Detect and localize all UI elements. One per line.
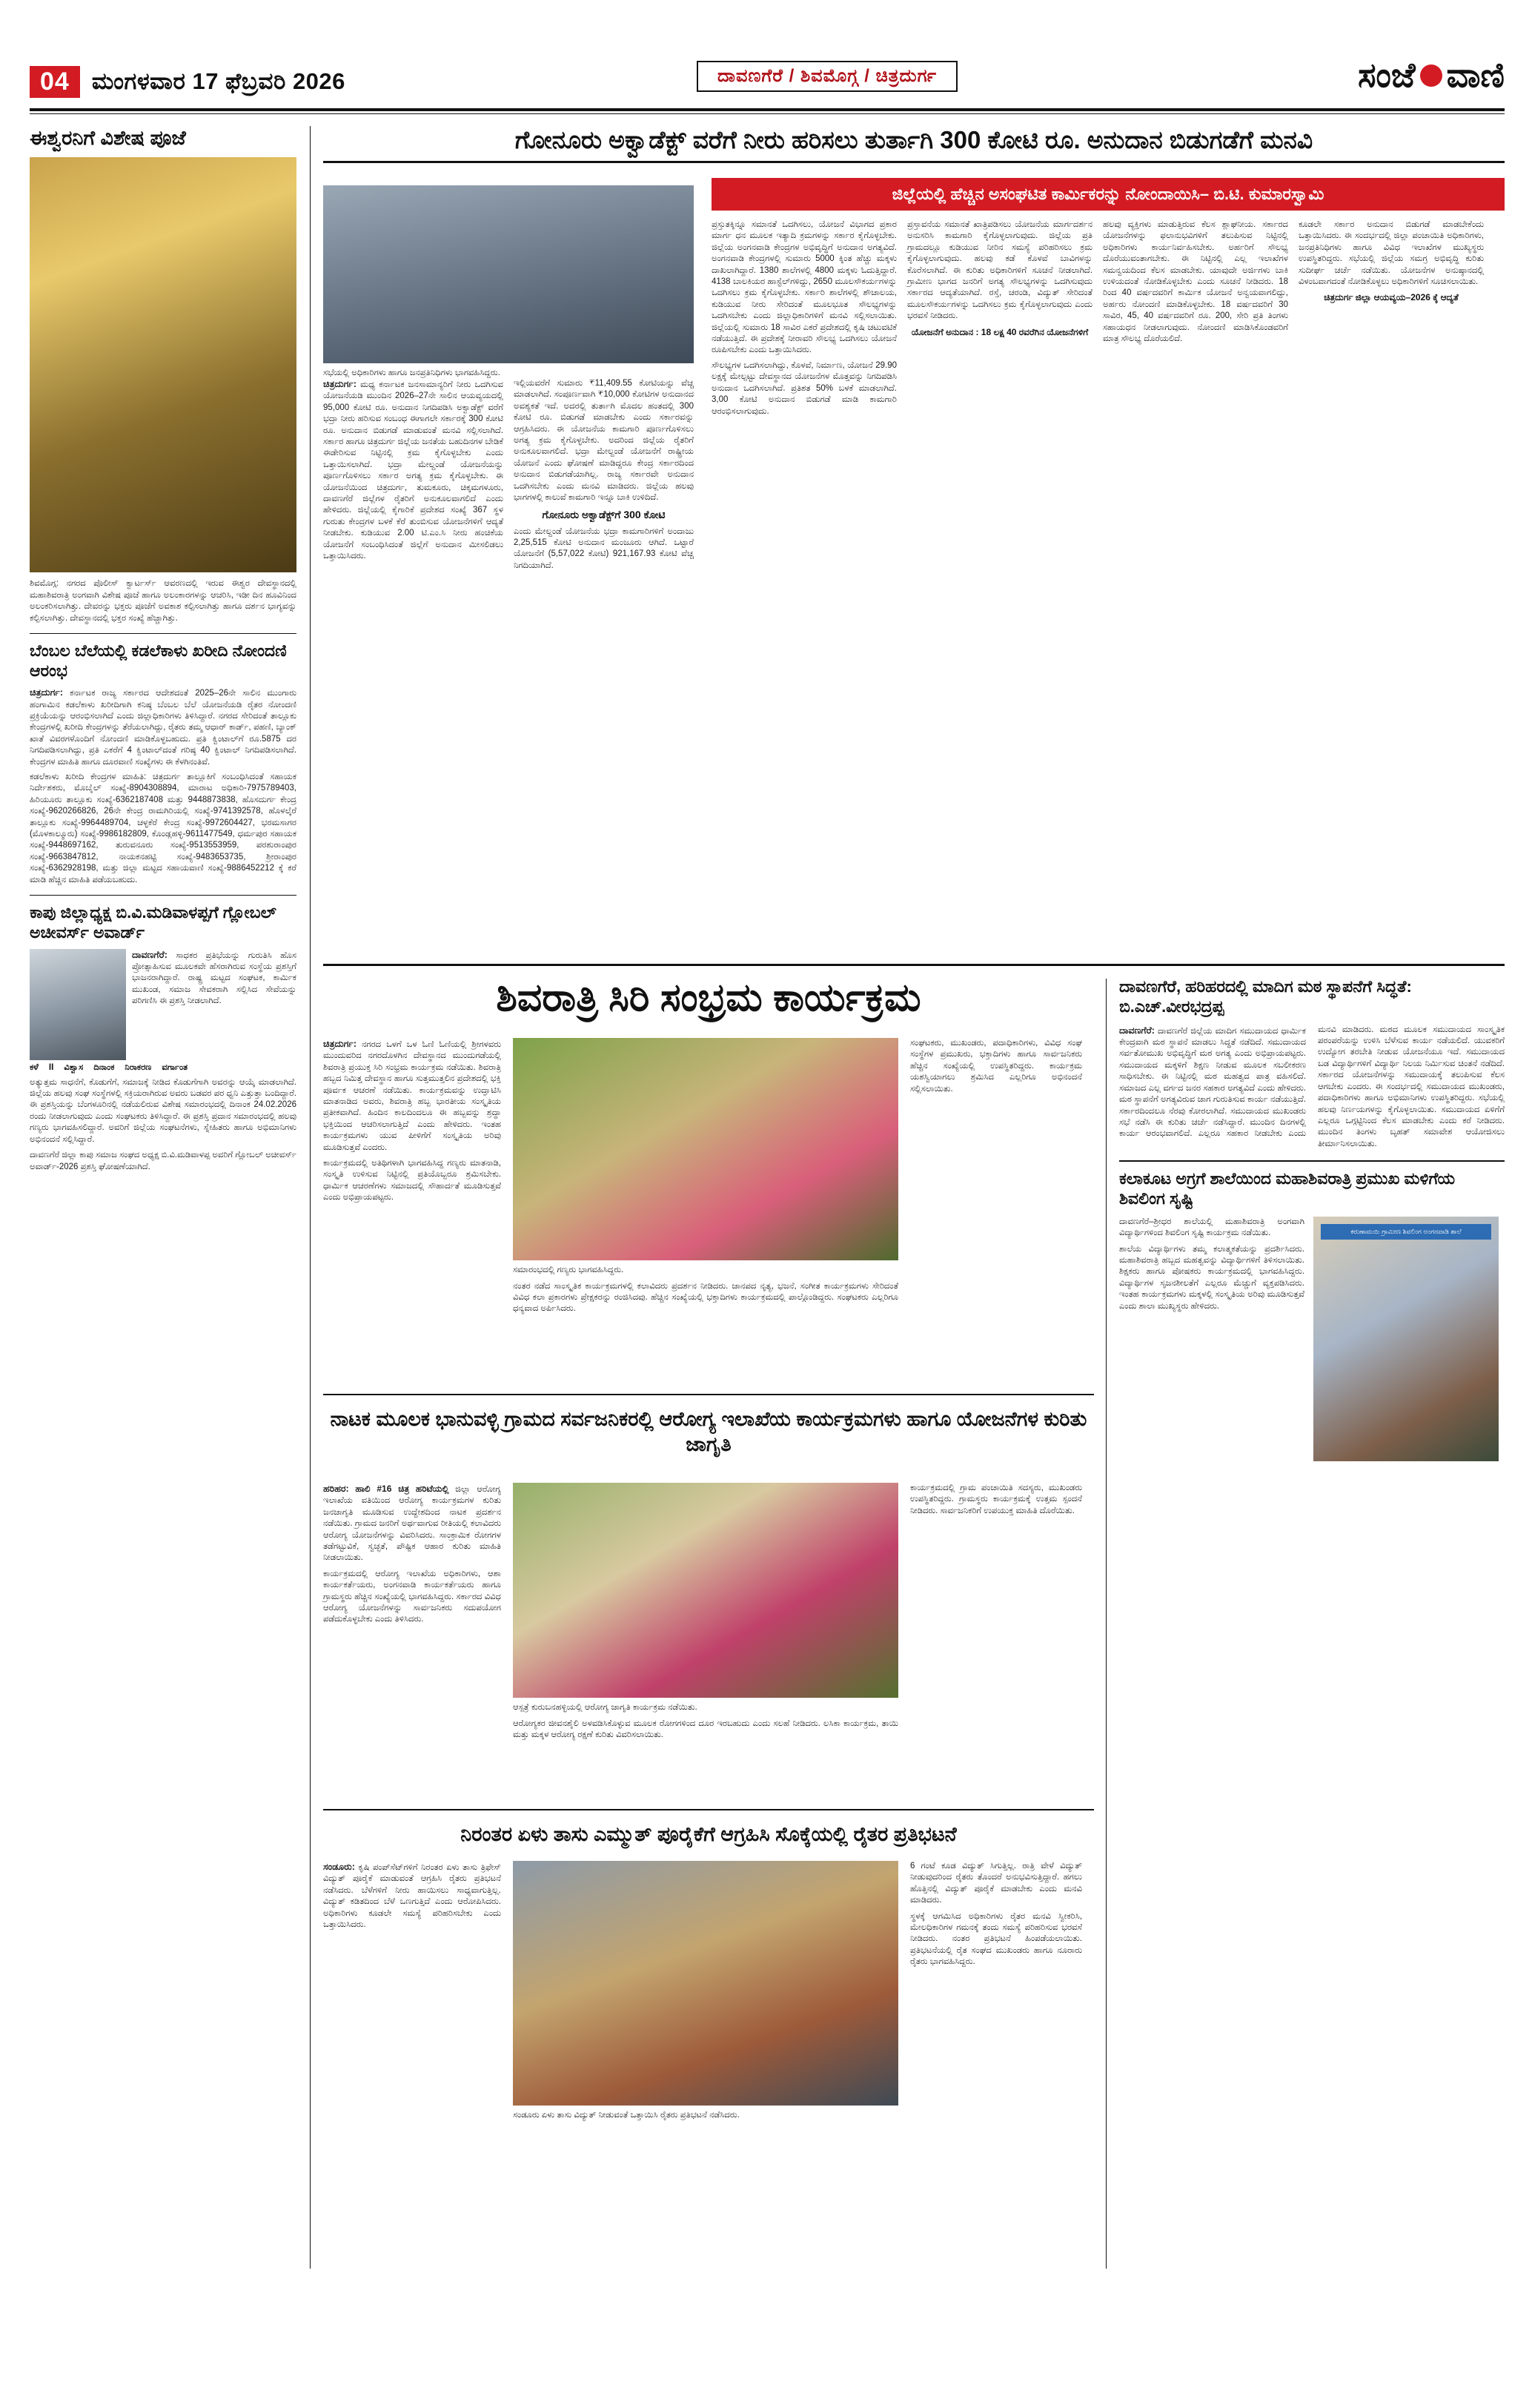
right-story2-body: ಶಾಲೆಯ ವಿದ್ಯಾರ್ಥಿಗಳು ತಮ್ಮ ಕಲಾತ್ಮಕತೆಯನ್ನು ಪ್ರದರ್ಶಿಸಿದರು. ಮಹಾಶಿವರಾತ್ರಿ ಹಬ್ಬದ ಮಹತ್ವವನ್ನು ವಿದ್ಯಾರ್ಥಿಗಳಿಗೆ ತಿಳಿಸಲಾಯಿತು. ಶಿಕ್ಷಕರು ಹಾಗೂ ಪೋಷಕರು ಕಾರ್ಯಕ್ರಮದಲ್ಲಿ ಭಾಗವಹಿಸಿದ್ದರು. ವಿದ್ಯಾರ್ಥಿಗಳ ಸೃಜನಶೀಲತೆಗೆ ಎಲ್ಲರೂ ಮೆಚ್ಚುಗೆ ವ್ಯಕ್ತಪಡಿಸಿದರು. ಇಂತಹ ಕಾರ್ಯಕ್ರಮಗಳು ಮಕ್ಕಳಲ್ಲಿ ಸಂಸ್ಕೃತಿಯ ಅರಿವು ಮೂಡಿಸುತ್ತವೆ ಎಂದು ಶಾಲಾ ಮುಖ್ಯಸ್ಥರು ಹೇಳಿದರು. [1119,1244,1304,1311]
drama-headline: ನಾಟಕ ಮೂಲಕ ಭಾನುವಳ್ಳಿ ಗ್ರಾಮದ ಸರ್ವಜನಿಕರಲ್ಲಿ ಆರೋಗ್ಯ ಇಲಾಖೆಯ ಕಾರ್ಯಕ್ರಮಗಳು ಹಾಗೂ ಯೋಜನೆಗಳ ಕುರಿತು ಜಾಗೃತಿ [330,1408,1087,1455]
drama-photo-caption: ಆಸ್ಪತ್ರೆ ಕುರುಬನಹಳ್ಳಿಯಲ್ಲಿ ಆರೋಗ್ಯ ಜಾಗೃತಿ ಕಾರ್ಯಕ್ರಮ ನಡೆಯಿತು. [513,1703,697,1712]
shiva-temple-photo [30,157,296,572]
event-banner: ಕರುಣಾಮಯಿ ಗ್ರಾಮೀಣ ಶಿವಲಿಂಗ ಅಂಗನವಾಡಿ ಶಾಲೆ [1321,1224,1491,1240]
protest-dateline: ಸಂಡೂರು: [323,1862,355,1872]
shivaratri-photo [513,1038,898,1260]
shivaratri-c1: ನಗರದ ಒಳಗೆ ಒಳ ಓಣಿ ಓಣಿಯಲ್ಲಿ ಶ್ರೀಗಳವರು ಮುಂದುವರಿದ ನಗರದೊಳಗಿನ ದೇವಸ್ಥಾನದ ಮುಂದುಗಡೆಯಲ್ಲಿ ಶಿವರಾತ್ರಿ ಪ್ರಯುಕ್ತ ಸಿರಿ ಸಂಭ್ರಮ ಕಾರ್ಯಕ್ರಮ ನಡೆಯಿತು. ಶಿವರಾತ್ರಿ ಹಬ್ಬದ ನಿಮಿತ್ತ ದೇವಸ್ಥಾನ ಹಾಗೂ ಸುತ್ತಮುತ್ತಲಿನ ಪ್ರದೇಶದಲ್ಲಿ ಭಕ್ತಿ ಪೂರ್ವಕ ಆಚರಣೆ ನಡೆಯಿತು. ಕಾರ್ಯಕ್ರಮವನ್ನು ಉದ್ಘಾಟಿಸಿ ಮಾತನಾಡಿದ ಅವರು, ಶಿವರಾತ್ರಿ ಹಬ್ಬ ಭಾರತೀಯ ಸಂಸ್ಕೃತಿಯ ಪ್ರತೀಕವಾಗಿದೆ. ಹಿಂದಿನ ಕಾಲದಿಂದಲೂ ಈ ಹಬ್ಬವನ್ನು ಶ್ರದ್ಧಾ ಭಕ್ತಿಯಿಂದ ಆಚರಿಸಲಾಗುತ್ತಿದೆ ಎಂದು ಹೇಳಿದರು. ಇಂತಹ ಕಾರ್ಯಕ್ರಮಗಳು ಯುವ ಪೀಳಿಗೆಗೆ ಸಂಸ್ಕೃತಿಯ ಅರಿವು ಮೂಡಿಸುತ್ತವೆ ಎಂದರು. [323,1040,501,1152]
protest-c3: 6 ಗಂಟೆ ಕೂಡ ವಿದ್ಯುತ್ ಸಿಗುತ್ತಿಲ್ಲ. ರಾತ್ರಿ ವೇಳೆ ವಿದ್ಯುತ್ ನೀಡುವುದರಿಂದ ರೈತರು ತೊಂದರೆ ಅನುಭವಿಸುತ್ತಿದ್ದಾರೆ. ಹಗಲು ಹೊತ್ತಿನಲ್ಲಿ ವಿದ್ಯುತ್ ಪೂರೈಕೆ ಮಾಡಬೇಕು ಎಂದು ಮನವಿ ಮಾಡಿದರು. [910,1862,1082,1905]
gonur-c4-pullout: ಯೋಜನೆಗೆ ಅನುದಾನ : 18 ಲಕ್ಷ 40 ರವರೆಗಿನ ಯೋಜನೆಗಳಿಗೆ [911,326,1089,337]
publication-logo [1358,55,1505,96]
left-story2-body: ಕರ್ನಾಟಕ ರಾಜ್ಯ ಸರ್ಕಾರದ ಆದೇಶದಂತೆ 2025–26ನೇ ಸಾಲಿನ ಮುಂಗಾರು ಹಂಗಾಮಿನ ಕಡಲೆಕಾಳು ಖರೀದಿಗಾಗಿ ಕನಿಷ್ಠ ಬೆಂಬಲ ಬೆಲೆ ಯೋಜನೆಯಡಿ ರೈತರ ನೋಂದಣಿ ಪ್ರಕ್ರಿಯೆಯನ್ನು ಆರಂಭಿಸಲಾಗಿದೆ ಎಂದು ಜಿಲ್ಲಾಧಿಕಾರಿಗಳು ತಿಳಿಸಿದ್ದಾರೆ. ನಗರದ ಸೇರಿದಂತೆ ತಾಲ್ಲೂಕು ಕೇಂದ್ರಗಳಲ್ಲಿ ಖರೀದಿ ಕೇಂದ್ರಗಳನ್ನು ತೆರೆಯಲಾಗಿದ್ದು, ರೈತರು ತಮ್ಮ ಆಧಾರ್ ಕಾರ್ಡ್, ಪಹಣಿ, ಬ್ಯಾಂಕ್ ಖಾತೆ ವಿವರಗಳೊಂದಿಗೆ ನೋಂದಣಿ ಮಾಡಿಕೊಳ್ಳಬಹುದು. ಪ್ರತಿ ಕ್ವಿಂಟಾಲ್‌ಗೆ ರೂ.5875 ದರ ನಿಗದಿಪಡಿಸಲಾಗಿದ್ದು, ಪ್ರತಿ ಎಕರೆಗೆ 4 ಕ್ವಿಂಟಾಲ್‌ದಂತೆ ಗರಿಷ್ಠ 40 ಕ್ವಿಂಟಾಲ್ ನಿಗದಿಪಡಿಸಲಾಗಿದೆ. ಕೇಂದ್ರಗಳ ಮಾಹಿತಿ ಹಾಗೂ ದೂರವಾಣಿ ಸಂಖ್ಯೆಗಳು ಈ ಕೆಳಗಿನಂತಿವೆ. [30,689,296,767]
gonur-c1: ಮಧ್ಯ ಕರ್ನಾಟಕ ಜನಸಾಮಾನ್ಯರಿಗೆ ನೀರು ಒದಗಿಸುವ ಯೋಜನೆಯಡಿ ಮುಂದಿನ 2026–27ನೇ ಸಾಲಿನ ಆಯವ್ಯಯದಲ್ಲಿ 95,000 ಕೋಟಿ ರೂ. ಅನುದಾನ ನಿಗದಿಪಡಿಸಿ ಅಕ್ವಾಡೆಕ್ಟ್ ವರೆಗೆ ಭದ್ರಾ ನೀರು ಹರಿಸುವ ಸಂಬಂಧ ಈಗಾಗಲೇ ಸರ್ಕಾರಕ್ಕೆ 300 ಕೋಟಿ ರೂ. ಅನುದಾನ ಬಿಡುಗಡೆ ಮಾಡುವಂತೆ ಮನವಿ ಸಲ್ಲಿಸಲಾಗಿದೆ. ಸರ್ಕಾರ ಹಾಗೂ ಚಿತ್ರದುರ್ಗ ಜಿಲ್ಲೆಯ ಜನತೆಯ ಬಹುದಿನಗಳ ಬೇಡಿಕೆ ಈಡೇರಿಸುವ ನಿಟ್ಟಿನಲ್ಲಿ ಕ್ರಮ ಕೈಗೊಳ್ಳಬೇಕು ಎಂದು ಒತ್ತಾಯಿಸಲಾಗಿದೆ. ಭದ್ರಾ ಮೇಲ್ದಂಡೆ ಯೋಜನೆಯನ್ನು ಪೂರ್ಣಗೊಳಿಸಲು ಸರ್ಕಾರ ಅಗತ್ಯ ಕ್ರಮ ಕೈಗೊಳ್ಳಬೇಕು. ಈ ಯೋಜನೆಯಿಂದ ಚಿತ್ರದುರ್ಗ, ತುಮಕೂರು, ಚಿಕ್ಕಮಗಳೂರು, ದಾವಣಗೆರೆ ಜಿಲ್ಲೆಗಳ ರೈತರಿಗೆ ಅನುಕೂಲವಾಗಲಿದೆ ಎಂದು ಹೇಳಿದರು. ಜಿಲ್ಲೆಯಲ್ಲಿ ಕೈಗಾರಿಕೆ ಪ್ರದೇಶದ ಸಂಖ್ಯೆ 367 ಸ್ಥಳ ಗುರುತು ಕೇಂದ್ರಗಳ ಬಳಕೆ ಕೆರೆ ತುಂಬಿಸುವ ಯೋಜನೆಗಳಿಗೆ ಆದ್ಯತೆ ನೀಡಬೇಕು. ಕುಡಿಯುವ 2.00 ಟಿ.ಎಂ.ಸಿ ನೀರು ಹಂಚಿಕೆಯ ಯೋಜನೆಗೆ ಸಂಬಂಧಿಸಿದಂತೆ ಜಿಲ್ಲೆಗೆ ಅನುದಾನ ಮೀಸಲಿಡಲು ಒತ್ತಾಯಿಸಿದರು. [323,380,503,561]
divider [30,895,296,896]
drama-c5: ಕಾರ್ಯಕ್ರಮದಲ್ಲಿ ಗ್ರಾಮ ಪಂಚಾಯಿತಿ ಸದಸ್ಯರು, ಮುಖಂಡರು ಉಪಸ್ಥಿತರಿದ್ದರು. ಗ್ರಾಮಸ್ಥರು ಕಾರ್ಯಕ್ರಮಕ್ಕೆ ಉತ್ತಮ ಸ್ಪಂದನೆ ನೀಡಿದರು. ಸಾರ್ವಜನಿಕರಿಗೆ ಉಪಯುಕ್ತ ಮಾಹಿತಿ ದೊರೆಯಿತು. [910,1484,1082,1515]
drama-body [323,1483,1094,1741]
gonur-c3: ಪ್ರಸ್ತುತಕ್ಕಿನ್ನೂ ಸಮಾನತೆ ಒದಗಿಸಲು, ಯೋಜನೆ ವಿಭಾಗದ ಪ್ರಕಾರ ಮಾರ್ಗ ಧನ ಮೂಲಕ ಇತ್ಯಾದಿ ಕ್ರಮಗಳನ್ನು ಸರ್ಕಾರ ಕೈಗೊಳ್ಳಬೇಕು. ಜಿಲ್ಲೆಯ ಅಂಗನವಾಡಿ ಕೇಂದ್ರಗಳ ಅಭಿವೃದ್ಧಿಗೆ ಅನುದಾನ ಅಗತ್ಯವಿದೆ. ಅಂಗನವಾಡಿ ಕೇಂದ್ರಗಳಲ್ಲಿ ಸುಮಾರು 5000 ಕ್ಕಿಂತ ಹೆಚ್ಚು ಮಕ್ಕಳು ದಾಖಲಾಗಿದ್ದಾರೆ. 1380 ಶಾಲೆಗಳಲ್ಲಿ 4800 ಮಕ್ಕಳು ಓದುತ್ತಿದ್ದಾರೆ. 4138 ಬಾಲಕಿಯರ ಹಾಸ್ಟೆಲ್‌ಗಳಿದ್ದು, 2650 ಮೂಲಸೌಕರ್ಯಗಳನ್ನು ಒದಗಿಸಲು ಕ್ರಮ ಕೈಗೊಳ್ಳಬೇಕು. ಸರ್ಕಾರಿ ಶಾಲೆಗಳಲ್ಲಿ ಶೌಚಾಲಯ, ಕುಡಿಯುವ ನೀರು ಸೇರಿದಂತೆ ಮೂಲಭೂತ ಸೌಲಭ್ಯಗಳನ್ನು ಒದಗಿಸಬೇಕು ಎಂದು ಜಿಲ್ಲಾಧಿಕಾರಿಗಳಿಗೆ ಮನವಿ ಸಲ್ಲಿಸಲಾಯಿತು. ಜಿಲ್ಲೆಯಲ್ಲಿ ಸುಮಾರು 18 ಸಾವಿರ ಎಕರೆ ಪ್ರದೇಶದಲ್ಲಿ ಕೃಷಿ ಚಟುವಟಿಕೆ ನಡೆಯುತ್ತಿದೆ. ಈ ಪ್ರದೇಶಕ್ಕೆ ನೀರಾವರಿ ಸೌಲಭ್ಯ ಒದಗಿಸಲು ಯೋಜನೆ ರೂಪಿಸಬೇಕು ಎಂದು ಒತ್ತಾಯಿಸಿದರು. [712,220,897,355]
left-story3-body: ಸಾಧಕರ ಪ್ರತಿಭೆಯನ್ನು ಗುರುತಿಸಿ ಹೊಸ ಪ್ರೋತ್ಸಾಹಿಸುವ ಮೂಲಕವೇ ಹೆಸರಾಗಿರುವ ಸಂಸ್ಥೆಯ ಪ್ರಶಸ್ತಿಗೆ ಭಾಜನರಾಗಿದ್ದಾರೆ. ರಾಷ್ಟ್ರ ಮಟ್ಟದ ಸಂಘಟಕ, ಕಾರ್ಮಿಕ ಮುಖಂಡ, ಸಮಾಜ ಸೇವಕರಾಗಿ ಸಲ್ಲಿಸಿದ ಸೇವೆಯನ್ನು ಪರಿಗಣಿಸಿ ಈ ಪ್ರಶಸ್ತಿ ನೀಡಲಾಗಿದೆ. [132,950,296,1006]
shivalinga-photo [1313,1217,1499,1461]
left-story2-contacts: ಕಡಲೆಕಾಳು ಖರೀದಿ ಕೇಂದ್ರಗಳ ಮಾಹಿತಿ: ಚಿತ್ರದುರ್ಗ ತಾಲ್ಲೂಕಿಗೆ ಸಂಬಂಧಿಸಿದಂತೆ ಸಹಾಯಕ ನಿರ್ದೇಶಕರು, ಮೊಬೈಲ್ ಸಂಖ್ಯೆ-8904308894, ಮಾರಾಟ ಅಧಿಕಾರಿ-7975789403, ಹಿರಿಯೂರು ತಾಲ್ಲೂಕು ಸಂಖ್ಯೆ-6362187408 ಮತ್ತು 9448873838, ಹೊಸದುರ್ಗ ಕೇಂದ್ರ ಸಂಖ್ಯೆ-9620266826, 26ನೇ ಕೇಂದ್ರ ರಾಮಗಿರಿಯಲ್ಲಿ ಸಂಖ್ಯೆ-9741392578, ಹೊಳಲ್ಕೆರೆ ತಾಲ್ಲೂಕು ಸಂಖ್ಯೆ-9964489704, ಚಳ್ಳಕೆರೆ ಕೇಂದ್ರ ಸಂಖ್ಯೆ-9972604427, ಭರಮಸಾಗರ (ಮೊಳಕಾಲ್ಮೂರು) ಸಂಖ್ಯೆ-9986182809, ಕೊಂಡ್ಲಹಳ್ಳಿ-9611477549, ಧರ್ಮಪುರ ಸಹಾಯಕ ಸಂಖ್ಯೆ-9448697162, ತುರುವನೂರು ಸಂಖ್ಯೆ-9513553959, ಪರಶುರಾಂಪುರ ಸಂಖ್ಯೆ-9663847812, ನಾಯಕನಹಟ್ಟಿ ಸಂಖ್ಯೆ-9483653735, ಶ್ರೀರಾಂಪುರ ಸಂಖ್ಯೆ-6362928198, ಮತ್ತು ಜಿಲ್ಲಾ ಮಟ್ಟದ ಸಹಾಯವಾಣಿ ಸಂಖ್ಯೆ-9886452212 ಕ್ಕೆ ಕರೆ ಮಾಡಿ ಹೆಚ್ಚಿನ ಮಾಹಿತಿ ಪಡೆಯಬಹುದು. [30,772,296,884]
left-column [30,126,296,1173]
shivaratri-c4: ಸಂಘಟಕರು, ಮುಖಂಡರು, ಪದಾಧಿಕಾರಿಗಳು, ವಿವಿಧ ಸಂಘ ಸಂಸ್ಥೆಗಳ ಪ್ರಮುಖರು, ಭಕ್ತಾದಿಗಳು ಹಾಗೂ ಸಾರ್ವಜನಿಕರು ಹೆಚ್ಚಿನ ಸಂಖ್ಯೆಯಲ್ಲಿ ಉಪಸ್ಥಿತರಿದ್ದರು. ಕಾರ್ಯಕ್ರಮ ಯಶಸ್ವಿಯಾಗಲು ಶ್ರಮಿಸಿದ ಎಲ್ಲರಿಗೂ ಅಭಿನಂದನೆ ಸಲ್ಲಿಸಲಾಯಿತು. [910,1039,1082,1094]
left-story1-caption: ಶಿವಮೊಗ್ಗ: ನಗರದ ಪೊಲೀಸ್ ಕ್ವಾರ್ಟರ್ಸ್ ಆವರಣದಲ್ಲಿ ಇರುವ ಈಶ್ವರ ದೇವಸ್ಥಾನದಲ್ಲಿ ಮಹಾಶಿವರಾತ್ರಿ ಅಂಗವಾಗಿ ವಿಶೇಷ ಪೂಜೆ ಹಾಗೂ ಅಲಂಕಾರಗಳನ್ನು ಆಚರಿಸಿ, ಇಡೀ ದಿನ ಹೂವಿನಿಂದ ಅಲಂಕರಿಸಲಾಗಿತ್ತು. ದೇವರನ್ನು ಭಕ್ತರು ಪೂಜೆಗೆ ಅವಕಾಶ ಕಲ್ಪಿಸಲಾಗಿತ್ತು ಹಾಗೂ ದರ್ಶನ ಭಾಗ್ಯವನ್ನು ಕಲ್ಪಿಸಲಾಗಿತ್ತು. ದೇವಸ್ಥಾನದಲ್ಲಿ ಭಕ್ತರ ಸಂಖ್ಯೆ ಹೆಚ್ಚಾಗಿತ್ತು. [30,579,296,623]
logo-text-left: ಸಂಜೆ [1358,56,1416,94]
gonur-c2-pullout: ಗೋನೂರು ಅಕ್ವಾಡೆಕ್ಟ್‌ಗೆ 300 ಕೋಟಿ [542,509,666,521]
logo-text-right: ವಾಣಿ [1446,56,1505,94]
award-line-1: ಕಳೆ [30,1062,39,1072]
meeting-photo-caption: ಸಭೆಯಲ್ಲಿ ಅಧಿಕಾರಿಗಳು ಹಾಗೂ ಜನಪ್ರತಿನಿಧಿಗಳು ಭಾಗವಹಿಸಿದ್ದರು. [323,368,500,377]
red-banner: ಜಿಲ್ಲೆಯಲ್ಲಿ ಹೆಚ್ಚಿನ ಅಸಂಘಟಿತ ಕಾರ್ಮಿಕರನ್ನು ನೋಂದಾಯಿಸಿ– ಬಿ.ಟಿ. ಕುಮಾರಸ್ವಾಮಿ [712,178,1505,211]
gonur-text-cols-right [712,219,1505,417]
shivaratri-c3: ನಂತರ ನಡೆದ ಸಾಂಸ್ಕೃತಿಕ ಕಾರ್ಯಕ್ರಮಗಳಲ್ಲಿ ಕಲಾವಿದರು ಪ್ರದರ್ಶನ ನೀಡಿದರು. ಜಾನಪದ ನೃತ್ಯ, ಭಜನೆ, ಸಂಗೀತ ಕಾರ್ಯಕ್ರಮಗಳು ಸೇರಿದಂತೆ ವಿವಿಧ ಕಲಾ ಪ್ರಕಾರಗಳು ಪ್ರೇಕ್ಷಕರನ್ನು ರಂಜಿಸಿದವು. ಹೆಚ್ಚಿನ ಸಂಖ್ಯೆಯಲ್ಲಿ ಭಕ್ತಾದಿಗಳು ಕಾರ್ಯಕ್ರಮದಲ್ಲಿ ಪಾಲ್ಗೊಂಡಿದ್ದರು. ಸಂಘಟಕರು ಎಲ್ಲರಿಗೂ ಧನ್ಯವಾದ ಅರ್ಪಿಸಿದರು. [513,1281,898,1314]
section-rule [323,964,1505,966]
section-rule-2 [323,1394,1094,1395]
logo-dot-icon [1420,64,1442,87]
column-rule-right [1106,979,1107,2269]
gonur-c2-end: ಎಂದು ಮೇಲ್ದಂಡೆ ಯೋಜನೆಯ ಭದ್ರಾ ಕಾಮಗಾರಿಗಳಿಗೆ ಅಂದಾಜು 2,25,515 ಕೋಟಿ ಅನುದಾನ ಮಂಜೂರು ಆಗಿದೆ. ಒಟ್ಟಾರೆ ಯೋಜನೆಗೆ (5,57,022 ಕೋಟಿ) 921,167.93 ಕೋಟಿ ವೆಚ್ಚ ನಿಗದಿಯಾಗಿದೆ. [514,526,694,570]
gonur-text-cols-left [323,378,694,572]
gonur-c4: ಪ್ರಸ್ತಾವನೆಯ ಸಮಾನತೆ ಖಾತ್ರಿಪಡಿಸಲು ಯೋಜನೆಯ ಮಾರ್ಗದರ್ಶನ ಅನುಸರಿಸಿ ಕಾಮಗಾರಿ ಕೈಗೊಳ್ಳಲಾಗುವುದು. ಜಿಲ್ಲೆಯ ಪ್ರತಿ ಗ್ರಾಮದಲ್ಲೂ ಕುಡಿಯುವ ನೀರಿನ ಸಮಸ್ಯೆ ಪರಿಹರಿಸಲು ಕ್ರಮ ಕೈಗೊಳ್ಳಲಾಗುವುದು. ಹಲವು ಕಡೆ ಕೊಳವೆ ಬಾವಿಗಳನ್ನು ಕೊರೆಸಲಾಗಿದೆ. ಈ ಕುರಿತು ಅಧಿಕಾರಿಗಳಿಗೆ ಸೂಚನೆ ನೀಡಲಾಗಿದೆ. ಗ್ರಾಮೀಣ ಭಾಗದ ಜನರಿಗೆ ಅಗತ್ಯ ಸೌಲಭ್ಯಗಳನ್ನು ಒದಗಿಸುವುದು ಸರ್ಕಾರದ ಆದ್ಯತೆಯಾಗಿದೆ. ರಸ್ತೆ, ಚರಂಡಿ, ವಿದ್ಯುತ್ ಸೇರಿದಂತೆ ಮೂಲಸೌಕರ್ಯಗಳನ್ನು ಒದಗಿಸಲು ಕ್ರಮ ಕೈಗೊಳ್ಳಲಾಗುವುದು ಎಂದು ಭರವಸೆ ನೀಡಿದರು. [907,220,1092,321]
award-line-4: ದಿನಾಂಕ [93,1062,115,1072]
left-story3-headline: ಕಾಪು ಜಿಲ್ಲಾಧ್ಯಕ್ಷ ಬಿ.ವಿ.ಮಡಿವಾಳಪ್ಪಗೆ ಗ್ಲೋಬಲ್ ಅಚೀವರ್ಸ್ ಅವಾರ್ಡ್ [30,903,276,942]
protest-photo-caption: ಸಂಡೂರು ಏಳು ತಾಸು ವಿದ್ಯುತ್ ನೀಡುವಂತೆ ಒತ್ತಾಯಿಸಿ ರೈತರು ಪ್ರತಿಭಟನೆ ನಡೆಸಿದರು. [513,2111,740,2120]
award-line-6: ವರ್ಗಾಂತ [162,1062,188,1072]
global-award-caption: ದಾವಣಗೆರೆ ಜಿಲ್ಲಾ ಕಾಪು ಸಮಾಜ ಸಂಘದ ಅಧ್ಯಕ್ಷ ಬಿ.ವಿ.ಮಡಿವಾಳಪ್ಪ ಅವರಿಗೆ ಗ್ಲೋಬಲ್ ಅಚೀವರ್ಸ್ ಅವಾರ್ಡ್-2026 ಪ್ರಶಸ್ತಿ ಘೋಷಣೆಯಾಗಿದೆ. [30,1151,296,1171]
shivaratri-c1-dateline: ಚಿತ್ರದುರ್ಗ: [323,1039,357,1049]
meeting-photo-block [323,185,694,380]
drama-c1: ಜಿಲ್ಲಾ ಆರೋಗ್ಯ ಇಲಾಖೆಯ ವತಿಯಿಂದ ಆರೋಗ್ಯ ಕಾರ್ಯಕ್ರಮಗಳ ಕುರಿತು ಜನಜಾಗೃತಿ ಮೂಡಿಸುವ ಉದ್ದೇಶದಿಂದ ನಾಟಕ ಪ್ರದರ್ಶನ ನಡೆಯಿತು. ಗ್ರಾಮದ ಜನರಿಗೆ ಅರ್ಥವಾಗುವ ರೀತಿಯಲ್ಲಿ ಕಲಾವಿದರು ಆರೋಗ್ಯ ಯೋಜನೆಗಳನ್ನು ವಿವರಿಸಿದರು. ಸಾಂಕ್ರಾಮಿಕ ರೋಗಗಳ ತಡೆಗಟ್ಟುವಿಕೆ, ಸ್ವಚ್ಛತೆ, ಪೌಷ್ಟಿಕ ಆಹಾರ ಕುರಿತು ಮಾಹಿತಿ ನೀಡಲಾಯಿತು. [323,1485,502,1563]
shivaratri-section [323,977,1094,1019]
gonur-headline: ಗೋನೂರು ಅಕ್ವಾಡೆಕ್ಟ್ ವರೆಗೆ ನೀರು ಹರಿಸಲು ತುರ್ತಾಗಿ 300 ಕೋಟಿ ರೂ. ಅನುದಾನ ಬಿಡುಗಡೆಗೆ ಮನವಿ [323,126,1505,163]
right-story1-dateline: ದಾವಣಗೆರೆ: [1119,1025,1155,1036]
award-line-2: II [48,1062,54,1072]
protest-c4: ಸ್ಥಳಕ್ಕೆ ಆಗಮಿಸಿದ ಅಧಿಕಾರಿಗಳು ರೈತರ ಮನವಿ ಸ್ವೀಕರಿಸಿ, ಮೇಲಧಿಕಾರಿಗಳ ಗಮನಕ್ಕೆ ತಂದು ಸಮಸ್ಯೆ ಪರಿಹರಿಸುವ ಭರವಸೆ ನೀಡಿದರು. ನಂತರ ಪ್ರತಿಭಟನೆ ಹಿಂಪಡೆಯಲಾಯಿತು. ಪ್ರತಿಭಟನೆಯಲ್ಲಿ ರೈತ ಸಂಘದ ಮುಖಂಡರು ಹಾಗೂ ನೂರಾರು ರೈತರು ಭಾಗವಹಿಸಿದ್ದರು. [910,1911,1082,1967]
protest-section [323,1822,1094,1846]
drama-c1-pre: ಹಾಲಿ #16 ಚಿತ್ರ ಹರಿಟೆಯಲ್ಲಿ [355,1484,449,1494]
shivaratri-headline: ಶಿವರಾತ್ರಿ ಸಿರಿ ಸಂಭ್ರಮ ಕಾರ್ಯಕ್ರಮ [496,976,921,1019]
protest-photo [513,1861,898,2106]
gonur-c1-dateline: ಚಿತ್ರದುರ್ಗ: [323,379,357,389]
protest-body [323,1861,1094,2122]
right-divider [1119,1160,1505,1162]
masthead-date: ಮಂಗಳವಾರ 17 ಫೆಬ್ರವರಿ 2026 [91,67,345,94]
right-story1-body: ದಾವಣಗೆರೆ ಜಿಲ್ಲೆಯ ಮಾದಿಗ ಸಮುದಾಯದ ಧಾರ್ಮಿಕ ಕೇಂದ್ರವಾಗಿ ಮಠ ಸ್ಥಾಪನೆ ಮಾಡಲು ಸಿದ್ಧತೆ ನಡೆದಿದೆ. ಸಮುದಾಯದ ಸರ್ವತೋಮುಖ ಅಭಿವೃದ್ಧಿಗೆ ಮಠ ಅಗತ್ಯ ಎಂದು ಅಭಿಪ್ರಾಯಪಟ್ಟರು. ಸಮುದಾಯದ ಮಕ್ಕಳಿಗೆ ಶಿಕ್ಷಣ ನೀಡುವ ಮೂಲಕ ಸಬಲೀಕರಣ ಸಾಧಿಸಬೇಕು. ಈ ನಿಟ್ಟಿನಲ್ಲಿ ಮಠ ಮಹತ್ವದ ಪಾತ್ರ ವಹಿಸಲಿದೆ. ಸಮಾಜದ ಎಲ್ಲ ವರ್ಗದ ಜನರ ಸಹಕಾರ ಅಗತ್ಯವಿದೆ ಎಂದು ಹೇಳಿದರು. ಮಠ ಸ್ಥಾಪನೆಗೆ ಅಗತ್ಯವಿರುವ ಜಾಗ ಗುರುತಿಸುವ ಕಾರ್ಯ ನಡೆಯುತ್ತಿದೆ. ಸರ್ಕಾರದಿಂದಲೂ ನೆರವು ಕೋರಲಾಗಿದೆ. ಸಮುದಾಯದ ಮುಖಂಡರು ಸಭೆ ನಡೆಸಿ ಈ ಕುರಿತು ಚರ್ಚೆ ನಡೆಸಿದ್ದಾರೆ. ಮುಂದಿನ ದಿನಗಳಲ್ಲಿ ಕಾರ್ಯ ಆರಂಭವಾಗಲಿದೆ. ಎಲ್ಲರೂ ಸಹಕಾರ ನೀಡಬೇಕು ಎಂದು ಮನವಿ ಮಾಡಿದರು. ಮಠದ ಮೂಲಕ ಸಮುದಾಯದ ಸಾಂಸ್ಕೃತಿಕ ಪರಂಪರೆಯನ್ನು ಉಳಿಸಿ ಬೆಳೆಸುವ ಕಾರ್ಯ ನಡೆಯಲಿದೆ. ಯುವಕರಿಗೆ ಉದ್ಯೋಗ ತರಬೇತಿ ನೀಡುವ ಯೋಜನೆಯೂ ಇದೆ. ಸಮುದಾಯದ ಬಡ ವಿದ್ಯಾರ್ಥಿಗಳಿಗೆ ವಿದ್ಯಾರ್ಥಿ ನಿಲಯ ನಿರ್ಮಿಸುವ ಚಿಂತನೆ ನಡೆದಿದೆ. ಸರ್ಕಾರದ ಯೋಜನೆಗಳನ್ನು ಸಮುದಾಯಕ್ಕೆ ತಲುಪಿಸುವ ಕೆಲಸ ಆಗಬೇಕು ಎಂದರು. ಈ ಸಂದರ್ಭದಲ್ಲಿ ಸಮುದಾಯದ ಮುಖಂಡರು, ಪದಾಧಿಕಾರಿಗಳು ಹಾಗೂ ಅಭಿಮಾನಿಗಳು ಉಪಸ್ಥಿತರಿದ್ದರು. ಸಭೆಯಲ್ಲಿ ಹಲವು ನಿರ್ಣಯಗಳನ್ನು ಕೈಗೊಳ್ಳಲಾಯಿತು. ಸಮುದಾಯದ ಏಳಿಗೆಗೆ ಎಲ್ಲರೂ ಒಗ್ಗಟ್ಟಿನಿಂದ ಕೆಲಸ ಮಾಡಬೇಕು ಎಂದು ಕರೆ ನೀಡಿದರು. ಮುಂದಿನ ತಿಂಗಳು ಬೃಹತ್ ಸಮಾವೇಶ ಆಯೋಜಿಸಲು ತೀರ್ಮಾನಿಸಲಾಯಿತು. [1119,1025,1505,1148]
masthead-rule-thin [30,113,1505,114]
protest-c1: ಕೃಷಿ ಪಂಪ್‌ಸೆಟ್‌ಗಳಿಗೆ ನಿರಂತರ ಏಳು ತಾಸು ತ್ರಿಫೇಸ್ ವಿದ್ಯುತ್ ಪೂರೈಕೆ ಮಾಡುವಂತೆ ಆಗ್ರಹಿಸಿ ರೈತರು ಪ್ರತಿಭಟನೆ ನಡೆಸಿದರು. ಬೆಳೆಗಳಿಗೆ ನೀರು ಹಾಯಿಸಲು ಸಾಧ್ಯವಾಗುತ್ತಿಲ್ಲ. ವಿದ್ಯುತ್ ಕಡಿತದಿಂದ ಬೆಳೆ ಒಣಗುತ್ತಿದೆ ಎಂದು ಆರೋಪಿಸಿದರು. ಅಧಿಕಾರಿಗಳು ಕೂಡಲೇ ಸಮಸ್ಯೆ ಪರಿಹರಿಸಬೇಕು ಎಂದು ಒತ್ತಾಯಿಸಿದರು. [323,1863,501,1930]
left-story2-headline: ಬೆಂಬಲ ಬೆಲೆಯಲ್ಲಿ ಕಡಲೆಕಾಳು ಖರೀದಿ ನೋಂದಣಿ ಆರಂಭ [30,641,287,681]
left-story3-body2: ಅತ್ಯುತ್ತಮ ಸಾಧನೆಗೆ, ಕೊಡುಗೆಗೆ, ಸಮಾಜಕ್ಕೆ ನೀಡಿದ ಕೊಡುಗೆಗಾಗಿ ಅವರನ್ನು ಆಯ್ಕೆ ಮಾಡಲಾಗಿದೆ. ಜಿಲ್ಲೆಯ ಹಲವು ಸಂಘ ಸಂಸ್ಥೆಗಳಲ್ಲಿ ಸಕ್ರಿಯರಾಗಿರುವ ಅವರು ಬಡವರ ಪರ ಧ್ವನಿ ಎತ್ತುತ್ತಾ ಬಂದಿದ್ದಾರೆ. ಈ ಪ್ರಶಸ್ತಿಯನ್ನು ಬೆಂಗಳೂರಿನಲ್ಲಿ ನಡೆಯಲಿರುವ ವಿಶೇಷ ಸಮಾರಂಭದಲ್ಲಿ ದಿನಾಂಕ 24.02.2026 ರಂದು ನೀಡಲಾಗುವುದು ಎಂದು ಸಂಘಟಕರು ತಿಳಿಸಿದ್ದಾರೆ. ಈ ಪ್ರಶಸ್ತಿ ಪ್ರದಾನ ಸಮಾರಂಭದಲ್ಲಿ ಹಲವು ಗಣ್ಯರು ಭಾಗವಹಿಸಲಿದ್ದಾರೆ. ಅವರಿಗೆ ಜಿಲ್ಲೆಯ ಸಂಘಟನೆಗಳು, ಸ್ನೇಹಿತರು ಹಾಗೂ ಅಭಿಮಾನಿಗಳು ಅಭಿನಂದನೆ ಸಲ್ಲಿಸಿದ್ದಾರೆ. [30,1077,296,1144]
masthead [30,58,1505,105]
gonur-c6-pullout: ಚಿತ್ರದುರ್ಗ ಜಿಲ್ಲಾ ಆಯವ್ಯಯ–2026 ಕ್ಕೆ ಆದ್ಯತೆ [1324,292,1459,303]
shivaratri-photo-caption: ಸಮಾರಂಭದಲ್ಲಿ ಗಣ್ಯರು ಭಾಗವಹಿಸಿದ್ದರು. [513,1266,624,1274]
award-line-3: ವಿಶ್ವಾಸ [64,1062,84,1072]
gonur-c2: ಇಲ್ಲಿಯವರೆಗೆ ಸುಮಾರು ₹11,409.55 ಕೋಟಿಯನ್ನು ವೆಚ್ಚ ಮಾಡಲಾಗಿದೆ. ಸಂಪೂರ್ಣವಾಗಿ ₹10,000 ಕೋಟಿಗಳ ಅನುದಾನದ ಅವಶ್ಯಕತೆ ಇದೆ. ಅದರಲ್ಲಿ ತುರ್ತಾಗಿ ಮೊದಲ ಹಂತದಲ್ಲಿ 300 ಕೋಟಿ ರೂ. ಬಿಡುಗಡೆ ಮಾಡಬೇಕು ಎಂದು ಸರ್ಕಾರವನ್ನು ಆಗ್ರಹಿಸಿದರು. ಈ ಯೋಜನೆಯ ಕಾಮಗಾರಿ ಪೂರ್ಣಗೊಳಿಸಲು ಅಗತ್ಯ ಕ್ರಮ ಕೈಗೊಳ್ಳಬೇಕು. ಅದರಿಂದ ಜಿಲ್ಲೆಯ ರೈತರಿಗೆ ಅನುಕೂಲವಾಗಲಿದೆ. ಭದ್ರಾ ಮೇಲ್ದಂಡೆ ಯೋಜನೆಗೆ ರಾಷ್ಟ್ರೀಯ ಯೋಜನೆ ಎಂದು ಘೋಷಣೆ ಮಾಡಿದ್ದರೂ ಕೇಂದ್ರ ಸರ್ಕಾರದಿಂದ ಅನುದಾನ ಬಿಡುಗಡೆಯಾಗಿಲ್ಲ. ರಾಜ್ಯ ಸರ್ಕಾರವೇ ಅನುದಾನ ಒದಗಿಸಬೇಕು ಎಂದು ಮನವಿ ಮಾಡಿದರು. ಜಿಲ್ಲೆಯ ಹಲವು ಭಾಗಗಳಲ್ಲಿ ಕಾಲುವೆ ಕಾಮಗಾರಿ ಇನ್ನೂ ಬಾಕಿ ಉಳಿದಿದೆ. [514,379,694,503]
meeting-photo [323,185,694,363]
gonur-c3-foot: ಸೌಲಭ್ಯಗಳ ಒದಗಿಸಲಾಗಿದ್ದು, ಕೊಳವೆ, ನಿರ್ಮಾಣ, ಯೋಜನೆ 29.90 ಲಕ್ಷಕ್ಕೆ ಮೇಲ್ಪಟ್ಟು ದೇವಸ್ಥಾನದ ಯೋಜನೆಗಳ ಮೊತ್ತವನ್ನು ನಿಗದಿಪಡಿಸಿ ಅನುದಾನ ಒದಗಿಸಲಾಗಿದೆ. ಪ್ರತಿಶತ 50% ಬಳಕೆ ಮಾಡಲಾಗಿದೆ. 3,00 ಕೋಟಿ ಅನುದಾನ ಬಿಡುಗಡೆ ಮಾಡಿ ಕಾಮಗಾರಿ ಆರಂಭಿಸಲಾಗುವುದು. [712,360,897,416]
section-rule-3 [323,1809,1094,1810]
masthead-editions: ದಾವಣಗೆರೆ / ಶಿವಮೊಗ್ಗ / ಚಿತ್ರದುರ್ಗ [697,61,958,92]
drama-c1-dateline: ಹರಿಹರ: [323,1484,349,1494]
shivaratri-c2: ಕಾರ್ಯಕ್ರಮದಲ್ಲಿ ಅತಿಥಿಗಳಾಗಿ ಭಾಗವಹಿಸಿದ್ದ ಗಣ್ಯರು ಮಾತನಾಡಿ, ಸಂಸ್ಕೃತಿ ಉಳಿಸುವ ನಿಟ್ಟಿನಲ್ಲಿ ಪ್ರತಿಯೊಬ್ಬರೂ ಶ್ರಮಿಸಬೇಕು. ಧಾರ್ಮಿಕ ಆಚರಣೆಗಳು ಸಮಾಜದಲ್ಲಿ ಸೌಹಾರ್ದತೆ ಮೂಡಿಸುತ್ತವೆ ಎಂದು ಅಭಿಪ್ರಾಯಪಟ್ಟರು. [323,1159,501,1203]
gonur-c6: ಕೂಡಲೇ ಸರ್ಕಾರ ಅನುದಾನ ಬಿಡುಗಡೆ ಮಾಡಬೇಕೆಂದು ಒತ್ತಾಯಿಸಿದರು. ಈ ಸಂದರ್ಭದಲ್ಲಿ ಜಿಲ್ಲಾ ಪಂಚಾಯಿತಿ ಅಧಿಕಾರಿಗಳು, ಜನಪ್ರತಿನಿಧಿಗಳು ಹಾಗೂ ವಿವಿಧ ಇಲಾಖೆಗಳ ಮುಖ್ಯಸ್ಥರು ಉಪಸ್ಥಿತರಿದ್ದರು. ಸಭೆಯಲ್ಲಿ ಜಿಲ್ಲೆಯ ಸಮಗ್ರ ಅಭಿವೃದ್ಧಿ ಕುರಿತು ಸುದೀರ್ಘ ಚರ್ಚೆ ನಡೆಯಿತು. ಯೋಜನೆಗಳ ಅನುಷ್ಠಾನದಲ್ಲಿ ವಿಳಂಬವಾಗದಂತೆ ನೋಡಿಕೊಳ್ಳಲು ಅಧಿಕಾರಿಗಳಿಗೆ ಸೂಚಿಸಲಾಯಿತು. [1299,220,1484,287]
right-story2-headline: ಕಲಾಕೂಟ ಅಗ್ರಗೆ ಶಾಲೆಯಿಂದ ಮಹಾಶಿವರಾತ್ರಿ ಪ್ರಮುಖ ಮಳಿಗೆಯ ಶಿವಲಿಂಗ ಸೃಷ್ಟಿ [1119,1169,1456,1208]
divider [30,633,296,634]
top-center-block [323,126,1505,163]
award-line-5: ನಿರಾಕರಣ [125,1062,152,1072]
column-rule [310,126,311,2269]
gonur-c5: ಹಲವು ವ್ಯಕ್ತಿಗಳು ಮಾಡುತ್ತಿರುವ ಕೆಲಸ ಶ್ಲಾಘನೀಯ. ಸರ್ಕಾರದ ಯೋಜನೆಗಳನ್ನು ಫಲಾನುಭವಿಗಳಿಗೆ ತಲುಪಿಸುವ ನಿಟ್ಟಿನಲ್ಲಿ ಅಧಿಕಾರಿಗಳು ಕಾರ್ಯನಿರ್ವಹಿಸಬೇಕು. ಅರ್ಹರಿಗೆ ಸೌಲಭ್ಯ ದೊರೆಯುವಂತಾಗಬೇಕು. ಈ ನಿಟ್ಟಿನಲ್ಲಿ ಎಲ್ಲ ಇಲಾಖೆಗಳ ಸಮನ್ವಯದಿಂದ ಕೆಲಸ ಮಾಡಬೇಕು. ಯಾವುದೇ ಅರ್ಜಿಗಳು ಬಾಕಿ ಉಳಿಯದಂತೆ ನೋಡಿಕೊಳ್ಳಬೇಕು ಎಂದು ಸೂಚನೆ ನೀಡಿದರು. 18 ರಿಂದ 40 ವರ್ಷದವರಿಗೆ ಕಾರ್ಮಿಕ ಯೋಜನೆ ಅನ್ವಯವಾಗಲಿದ್ದು, ಅರ್ಹರು ನೋಂದಣಿ ಮಾಡಿಕೊಳ್ಳಬೇಕು. 18 ವರ್ಷದವರಿಗೆ 30 ಸಾವಿರ, 45, 40 ವರ್ಷದವರಿಗೆ ರೂ. 200, ಸೇರಿ ಪ್ರತಿ ತಿಂಗಳು ಸಹಾಯಧನ ನೀಡಲಾಗುವುದು. ನೋಂದಣಿ ಮಾಡಿಸಿಕೊಂಡವರಿಗೆ ಮಾತ್ರ ಸೌಲಭ್ಯ ದೊರೆಯಲಿದೆ. [1103,220,1288,344]
left-story2-dateline: ಚಿತ್ರದುರ್ಗ: [30,687,64,698]
left-story3-dateline: ದಾವಣಗೆರೆ: [132,949,168,960]
right-story1-headline: ದಾವಣಗೆರೆ, ಹರಿಹರದಲ್ಲಿ ಮಾದಿಗ ಮಠ ಸ್ಥಾಪನೆಗೆ ಸಿದ್ಧತೆ: ಬಿ.ಎಚ್.ವೀರಭದ್ರಪ್ಪ [1119,977,1412,1016]
page-number: 04 [30,66,80,98]
masthead-rule [30,108,1505,111]
drama-c2: ಕಾರ್ಯಕ್ರಮದಲ್ಲಿ ಆರೋಗ್ಯ ಇಲಾಖೆಯ ಅಧಿಕಾರಿಗಳು, ಆಶಾ ಕಾರ್ಯಕರ್ತೆಯರು, ಅಂಗನವಾಡಿ ಕಾರ್ಯಕರ್ತೆಯರು ಹಾಗೂ ಗ್ರಾಮಸ್ಥರು ಹೆಚ್ಚಿನ ಸಂಖ್ಯೆಯಲ್ಲಿ ಭಾಗವಹಿಸಿದ್ದರು. ಸರ್ಕಾರದ ವಿವಿಧ ಆರೋಗ್ಯ ಯೋಜನೆಗಳನ್ನು ಸಾರ್ವಜನಿಕರು ಸದುಪಯೋಗ ಪಡೆದುಕೊಳ್ಳಬೇಕು ಎಂದು ತಿಳಿಸಿದರು. [323,1569,501,1624]
left-story1-headline: ಈಶ್ವರನಿಗೆ ವಿಶೇಷ ಪೂಜೆ [30,127,186,149]
right-story2-caption: ದಾವಣಗೆರೆ–ಶ್ರೀಧರ ಶಾಲೆಯಲ್ಲಿ ಮಹಾಶಿವರಾತ್ರಿ ಅಂಗವಾಗಿ ವಿದ್ಯಾರ್ಥಿಗಳಿಂದ ಶಿವಲಿಂಗ ಸೃಷ್ಟಿ ಕಾರ್ಯಕ್ರಮ ನಡೆಯಿತು. [1119,1217,1304,1238]
drama-c4: ಆರೋಗ್ಯಕರ ಜೀವನಶೈಲಿ ಅಳವಡಿಸಿಕೊಳ್ಳುವ ಮೂಲಕ ರೋಗಗಳಿಂದ ದೂರ ಇರಬಹುದು ಎಂದು ಸಲಹೆ ನೀಡಿದರು. ಲಸಿಕಾ ಕಾರ್ಯಕ್ರಮ, ತಾಯಿ ಮತ್ತು ಮಕ್ಕಳ ಆರೋಗ್ಯ ರಕ್ಷಣೆ ಕುರಿತು ವಿವರಿಸಲಾಯಿತು. [513,1719,898,1739]
protest-headline: ನಿರಂತರ ಏಳು ತಾಸು ಎಮ್ಮುತ್ ಪೂರೈಕೆಗೆ ಆಗ್ರಹಿಸಿ ಸೊಕ್ಕೆಯಲ್ಲಿ ರೈತರ ಪ್ರತಿಭಟನೆ [460,1823,957,1845]
right-column [1119,977,1505,1461]
drama-section [323,1407,1094,1458]
shivaratri-body [323,1038,1094,1315]
award-recipient-portrait [30,949,126,1060]
health-awareness-photo [513,1483,898,1698]
